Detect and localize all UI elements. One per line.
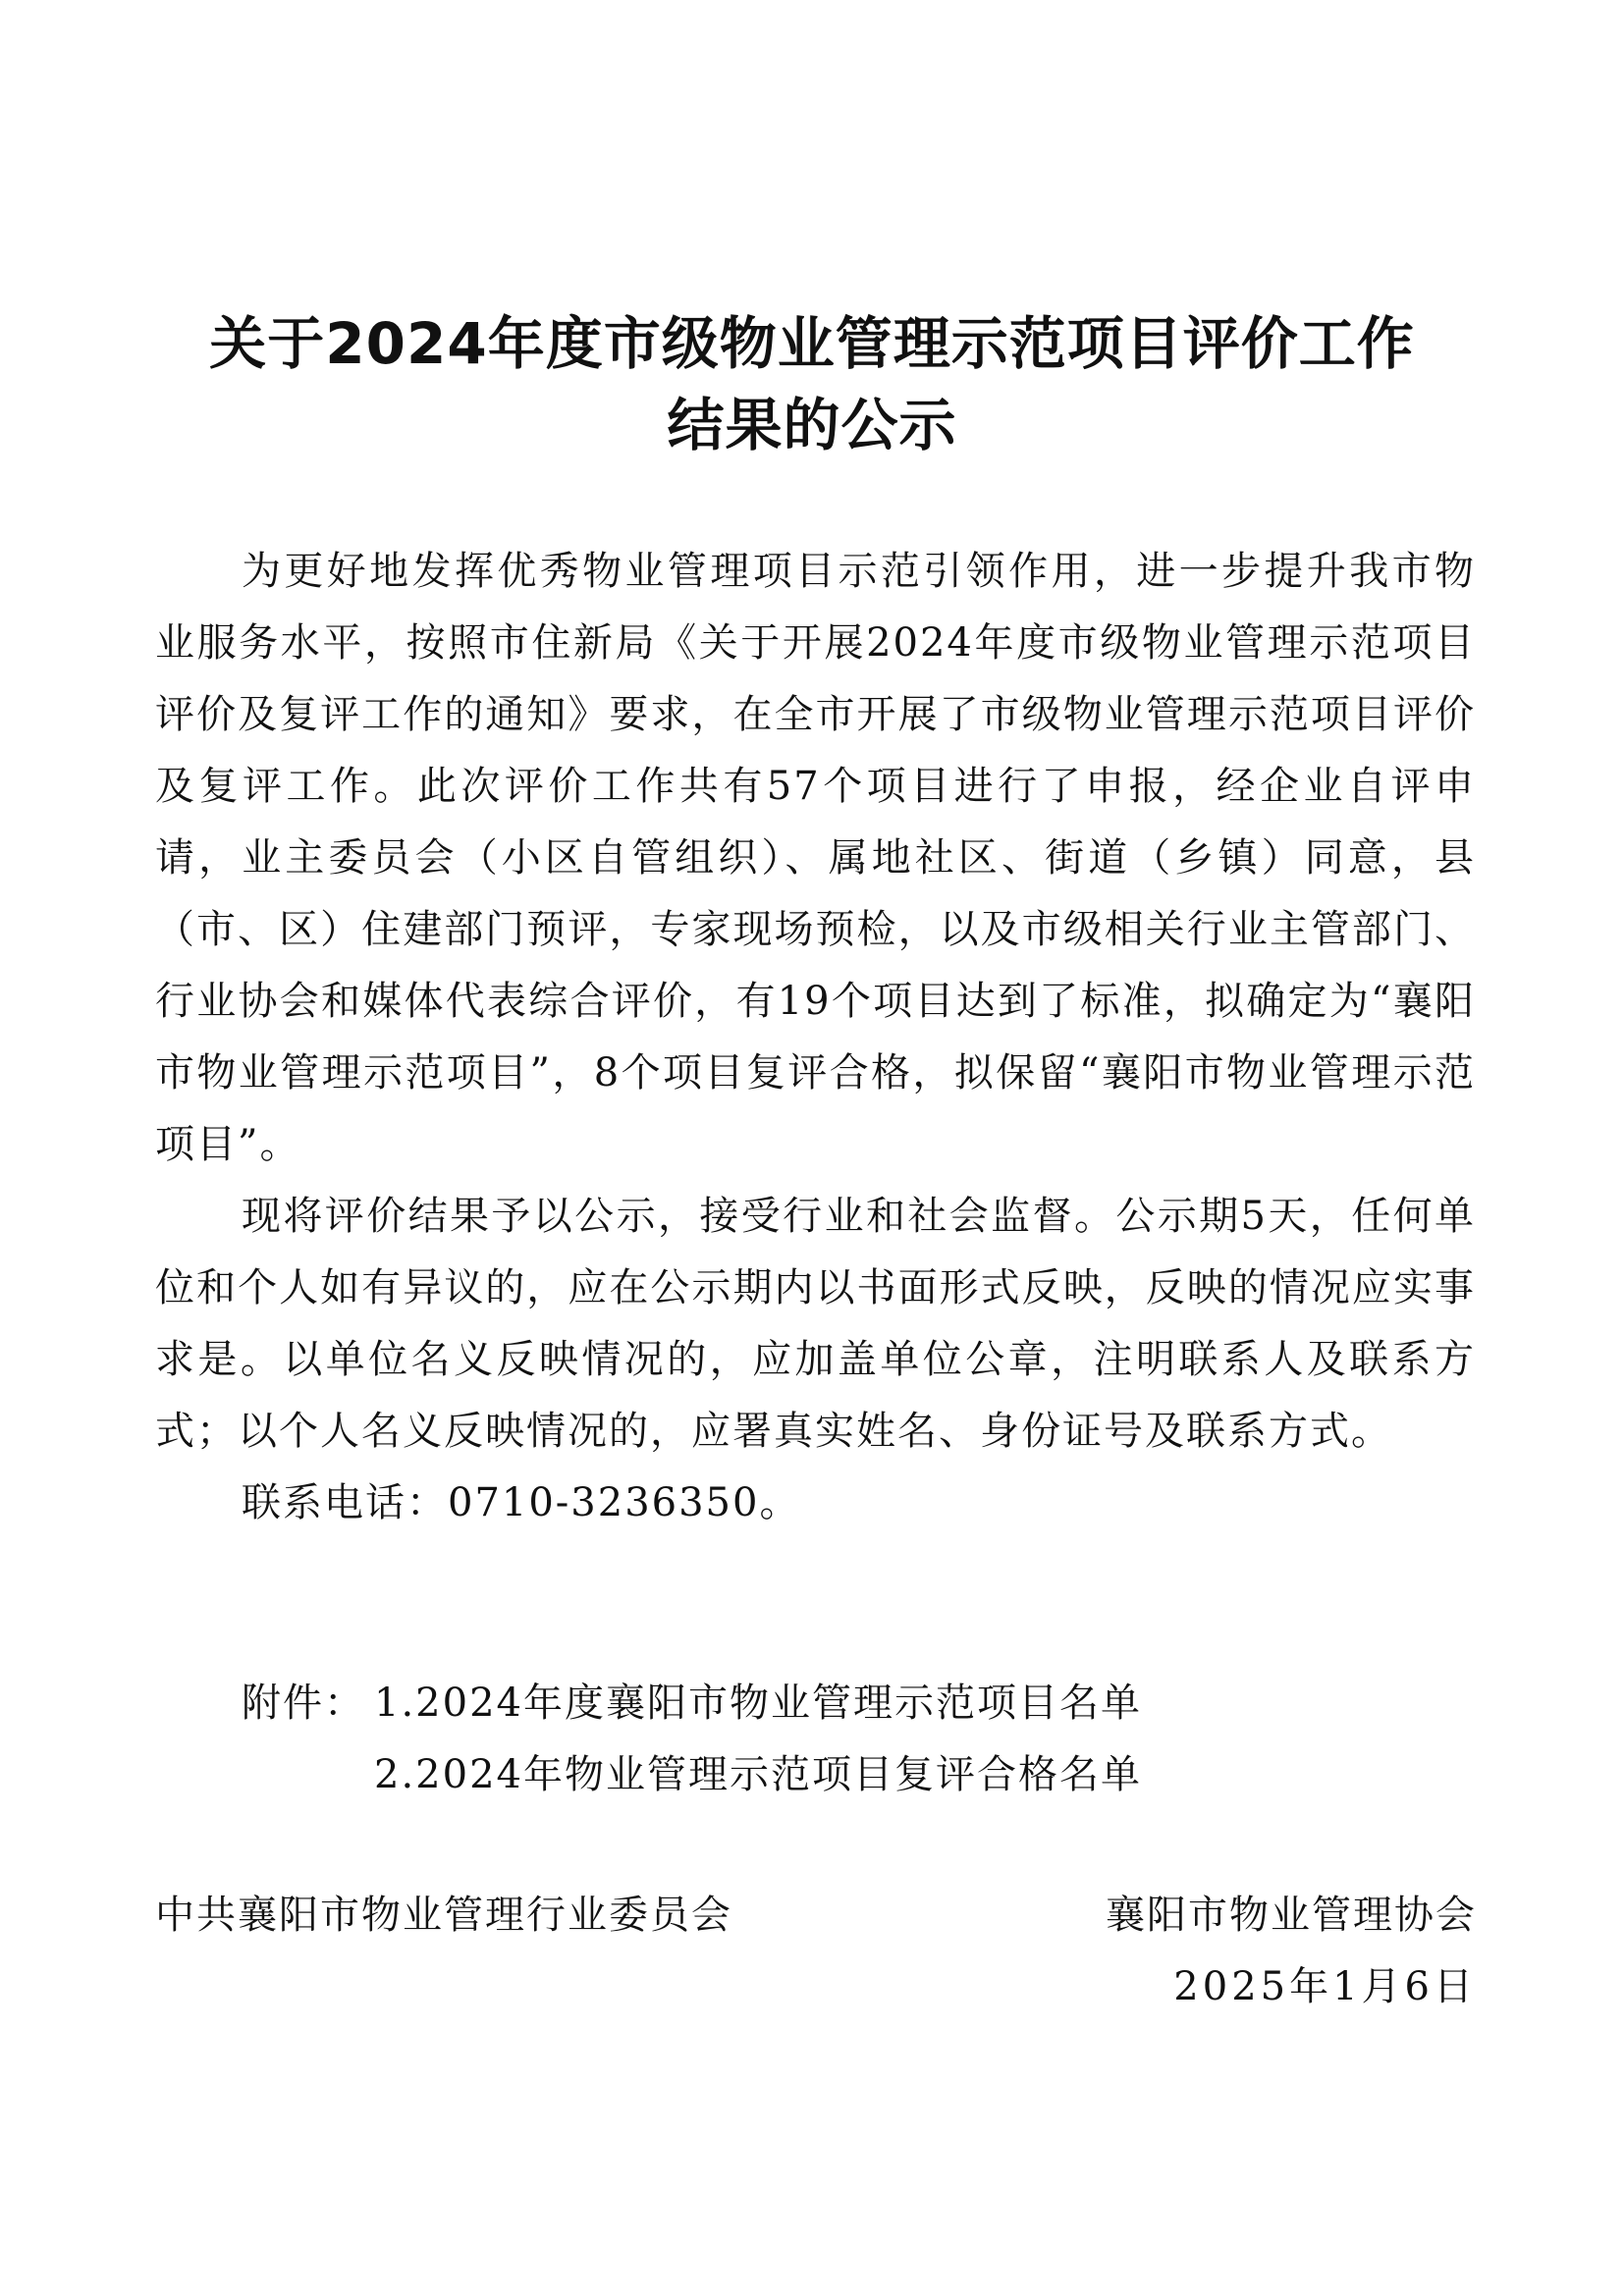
signer-left: 中共襄阳市物业管理行业委员会 bbox=[155, 1893, 732, 1938]
contact-phone: 联系电话：0710-3236350。 bbox=[242, 1480, 801, 1525]
body-paragraph-1: 为更好地发挥优秀物业管理项目示范引领作用，进一步提升我市物业服务水平，按照市住新局《关于开展2024年度市级物业管理示范项目评价及复评工作的通知》要求，在全市开展了市级物业管理示范项目评价及复评工作。此次评价工作共有57个项目进行了申报，经企业自评申请，业主委员会（小区自管组织）、属地社区、街道（乡镇）同意，县（市、区）住建部门预评，专家现场预检，以及市级相关行业主管部门、行业协会和媒体代表综合评价，有19个项目达到了标准，拟确定为“襄阳市物业管理示范项目”，8个项目复评合格，拟保留“襄阳市物业管理示范项目”。 bbox=[155, 549, 1476, 1167]
signer-right: 襄阳市物业管理协会 bbox=[1106, 1893, 1477, 1938]
attachment-item-1: 1.2024年度襄阳市物业管理示范项目名单 bbox=[374, 1681, 1142, 1726]
document-body bbox=[155, 536, 1476, 1539]
attachments-block bbox=[242, 1668, 1142, 1811]
document-title-line-2: 结果的公示 bbox=[667, 392, 957, 458]
document-title-line-1: 关于2024年度市级物业管理示范项目评价工作 bbox=[209, 310, 1415, 377]
attachment-item-2: 2.2024年物业管理示范项目复评合格名单 bbox=[374, 1752, 1142, 1797]
document-date: 2025年1月6日 bbox=[1173, 1964, 1477, 2009]
attachments-label: 附件： bbox=[242, 1681, 365, 1726]
body-paragraph-2: 现将评价结果予以公示，接受行业和社会监督。公示期5天，任何单位和个人如有异议的，应在公示期内以书面形式反映，反映的情况应实事求是。以单位名义反映情况的，应加盖单位公章，注明联系人及联系方式；以个人名义反映情况的，应署真实姓名、身份证号及联系方式。 bbox=[155, 1194, 1476, 1454]
